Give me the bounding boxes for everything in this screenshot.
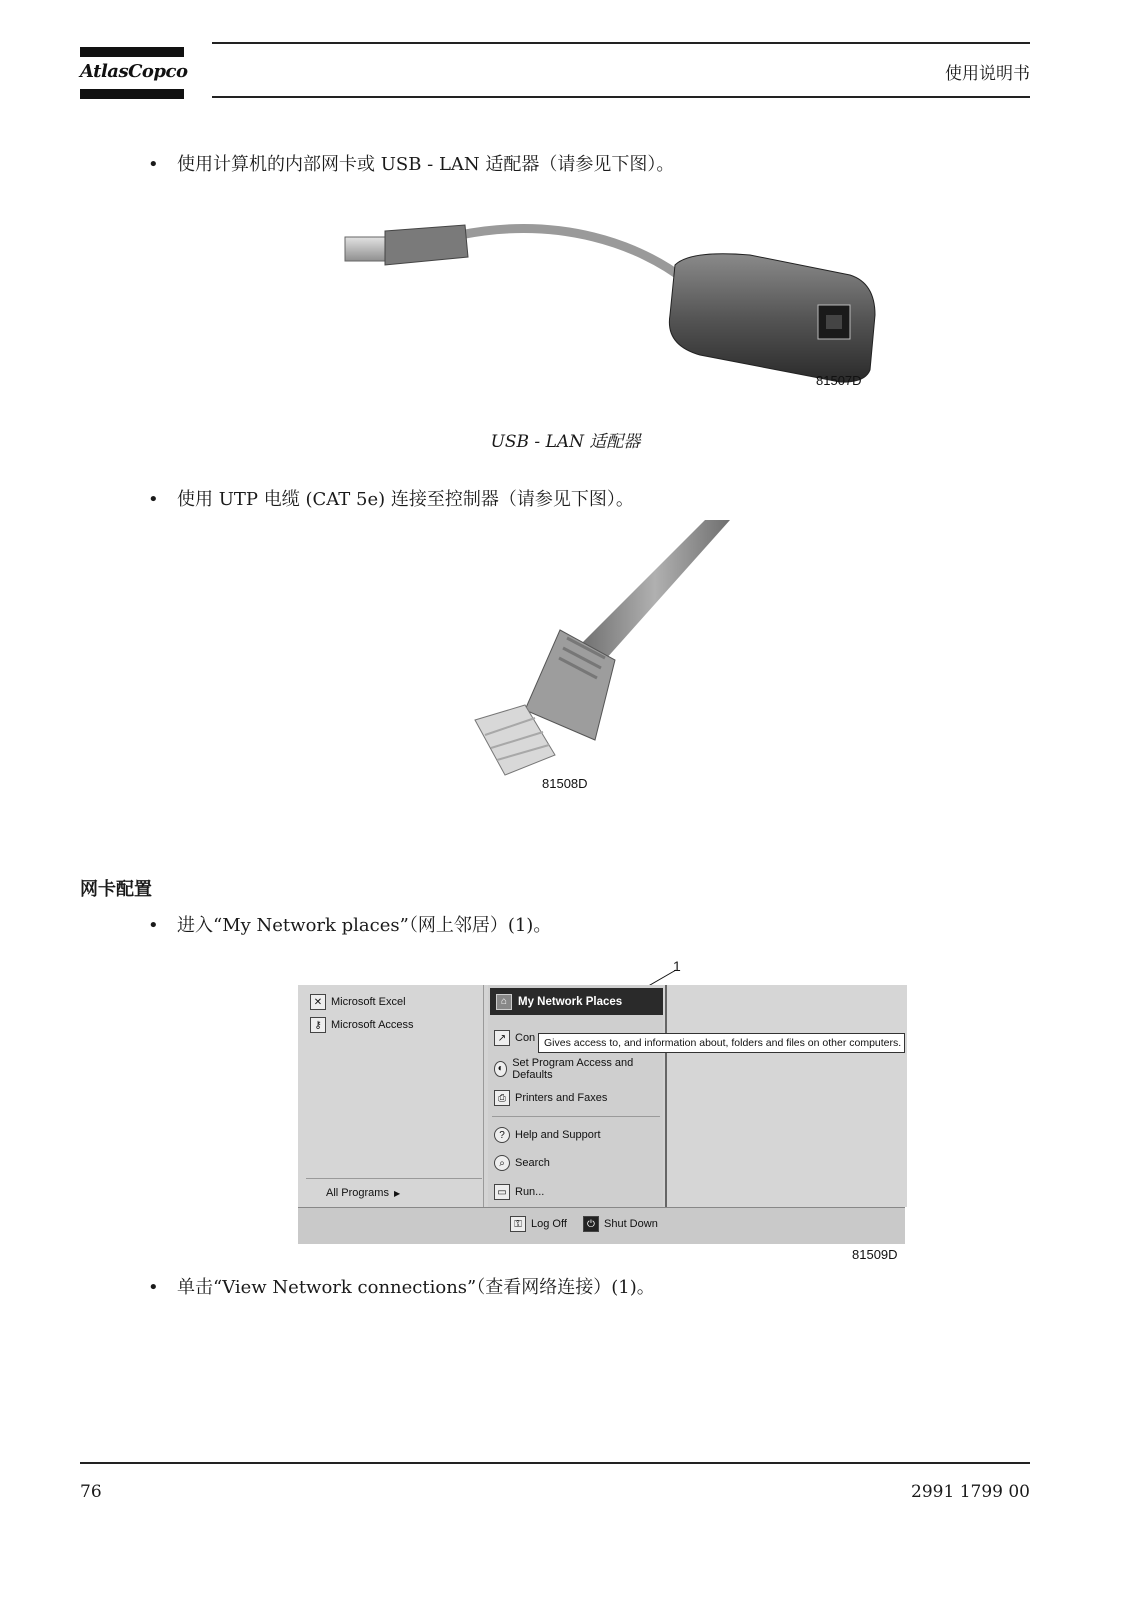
start-menu-bottom-bar (298, 1207, 905, 1244)
menu-item-label: Microsoft Excel (331, 996, 406, 1008)
bullet-dot: • (148, 1277, 159, 1298)
bullet-dot: • (148, 489, 159, 510)
menu-item-label: Microsoft Access (331, 1019, 414, 1031)
atlas-copco-logo (80, 47, 188, 99)
figure-code: 81508D (542, 776, 588, 791)
figure-caption: USB - LAN 适配器 (490, 432, 641, 452)
menu-item-label: Search (515, 1157, 550, 1169)
start-menu-screenshot (298, 985, 905, 1243)
desktop-area (665, 985, 907, 1207)
printer-icon: ⎙ (494, 1090, 510, 1106)
menu-item-printers[interactable] (494, 1090, 607, 1106)
menu-item-label: Con (515, 1032, 536, 1044)
menu-item-run[interactable] (494, 1184, 544, 1200)
menu-item-my-network-places[interactable] (490, 988, 663, 1015)
bullet-dot: • (148, 915, 159, 936)
tooltip: Gives access to, and information about, folders and files on other computers. (538, 1033, 905, 1053)
menu-item-search[interactable] (494, 1155, 550, 1171)
bullet-dot: • (148, 154, 159, 175)
search-icon: ⌕ (494, 1155, 510, 1171)
utp-cable-image (455, 520, 745, 790)
key-icon: ⚿ (510, 1216, 526, 1232)
menu-item-label: Help and Support (515, 1129, 601, 1141)
bullet-item (148, 911, 551, 937)
callout-number: 1 (673, 958, 681, 974)
menu-item-label: Shut Down (604, 1218, 658, 1230)
access-icon: ⚷ (310, 1017, 326, 1033)
divider (492, 1116, 660, 1117)
figure-code: 81507D (816, 373, 862, 388)
menu-item-label: Log Off (531, 1218, 567, 1230)
logo-bottom-bar (80, 89, 184, 99)
footer-rule (80, 1462, 1030, 1464)
header-title: 使用说明书 (945, 64, 1030, 84)
menu-item-label: Set Program Access and Defaults (512, 1057, 634, 1081)
header-rule-top (212, 42, 1030, 44)
log-off-button[interactable] (510, 1216, 567, 1232)
document-number: 2991 1799 00 (911, 1482, 1030, 1502)
menu-item-connect[interactable] (494, 1030, 535, 1046)
network-places-icon: ⌂ (496, 994, 512, 1010)
menu-item-access[interactable] (310, 1017, 414, 1033)
bullet-text: 进入“My Network places”（网上邻居）(1)。 (177, 915, 552, 936)
help-icon: ? (494, 1127, 510, 1143)
bullet-text: 单击“View Network connections”（查看网络连接）(1)。 (177, 1277, 655, 1298)
bullet-item (148, 485, 634, 511)
all-programs-button[interactable] (326, 1187, 400, 1199)
power-icon: ⏻ (583, 1216, 599, 1232)
header-rule-bottom (212, 96, 1030, 98)
divider (306, 1178, 482, 1179)
logo-text: AtlasCopco (80, 61, 188, 82)
start-menu-right-pane (488, 985, 663, 1207)
bullet-text: 使用 UTP 电缆 (CAT 5e) 连接至控制器（请参见下图）。 (177, 489, 634, 510)
page-number: 76 (80, 1482, 102, 1502)
run-icon: ▭ (494, 1184, 510, 1200)
section-heading: 网卡配置 (80, 879, 152, 900)
menu-item-help[interactable] (494, 1127, 601, 1143)
excel-icon: ✕ (310, 994, 326, 1010)
program-access-icon: ◐ (494, 1061, 507, 1077)
bullet-item (148, 150, 674, 176)
menu-item-label: Run... (515, 1186, 545, 1198)
logo-top-bar (80, 47, 184, 57)
menu-item-excel[interactable] (310, 994, 406, 1010)
menu-item-label: All Programs (326, 1187, 389, 1199)
start-menu-left-pane (298, 985, 484, 1207)
menu-item-program-access[interactable] (494, 1057, 644, 1081)
menu-item-label: Printers and Faxes (515, 1092, 608, 1104)
usb-lan-adapter-image (330, 205, 890, 395)
connect-icon: ↗ (494, 1030, 510, 1046)
shut-down-button[interactable] (583, 1216, 658, 1232)
bullet-text: 使用计算机的内部网卡或 USB - LAN 适配器（请参见下图）。 (177, 154, 675, 175)
arrow-right-icon: ▶ (393, 1188, 401, 1198)
figure-code: 81509D (852, 1247, 898, 1262)
bullet-item (148, 1273, 655, 1299)
menu-item-label: My Network Places (518, 995, 623, 1008)
